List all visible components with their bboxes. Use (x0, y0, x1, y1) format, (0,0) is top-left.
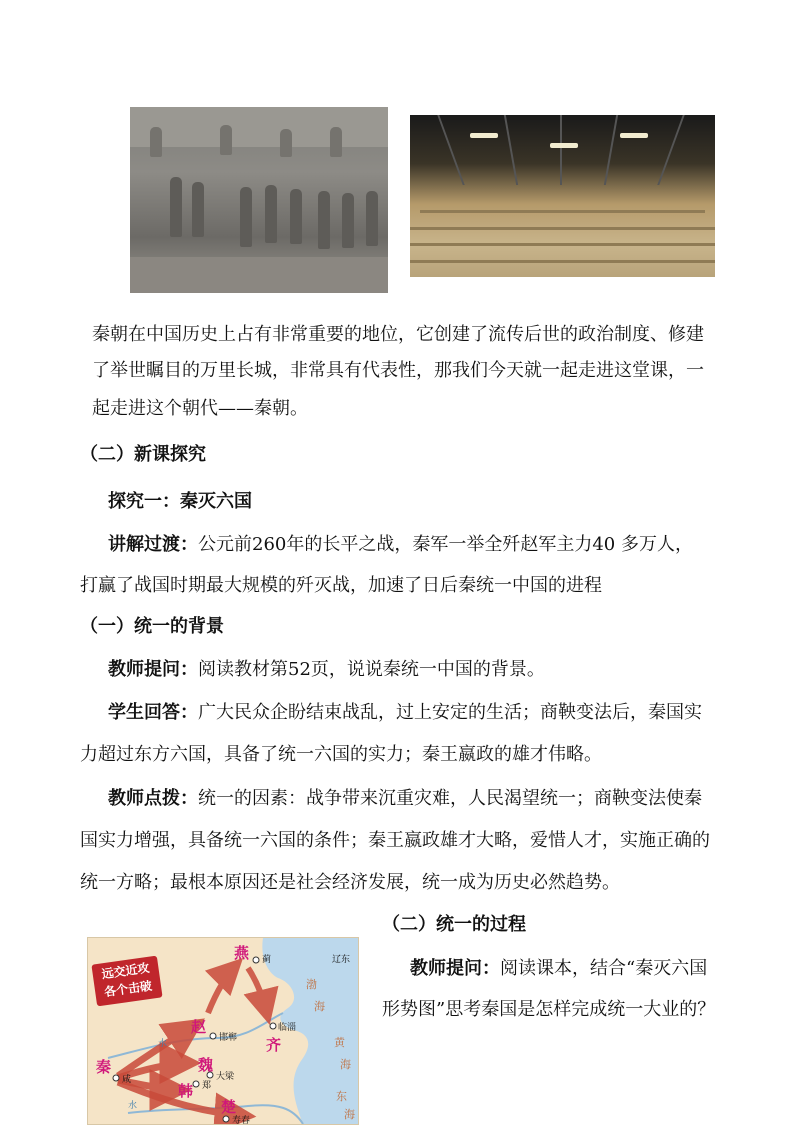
city-label-ji: 蓟 (262, 955, 272, 965)
city-label-xianyang: 咸 (122, 1075, 132, 1085)
sea-label-3: 黄 (334, 1036, 345, 1049)
state-label-qi: 齐 (266, 1036, 282, 1054)
state-label-han: 韩 (178, 1082, 194, 1100)
student-answer-line-1 (108, 695, 702, 731)
city-label-handan: 邯郸 (219, 1033, 238, 1043)
explain-paragraph-line-1 (108, 527, 693, 563)
qin-unification-map (87, 937, 359, 1125)
banner-line-2: 各个击破 (103, 978, 153, 1000)
section-heading-process: （二）统一的过程 (382, 914, 526, 935)
sea-label-4: 海 (340, 1058, 351, 1071)
terracotta-pit-hall-photo (410, 115, 715, 277)
teacher-tip-line-1 (108, 781, 702, 817)
teacher-question-label: 教师提问： (108, 659, 198, 680)
student-answer-label: 学生回答： (108, 702, 198, 723)
teacher-tip-label: 教师点拨： (108, 788, 198, 809)
teacher-question-2-text-1: 阅读课本，结合“秦灭六国 (500, 958, 708, 979)
teacher-question-2-line-1 (410, 951, 707, 987)
banner-line-1: 远交近攻 (100, 960, 151, 982)
city-label-zheng: 郑 (202, 1081, 212, 1091)
state-label-yan: 燕 (234, 944, 250, 962)
student-answer-text-1: 广大民众企盼结束战乱，过上安定的生活；商鞅变法后，秦国实 (198, 702, 702, 723)
explain-text-1: 公元前260年的长平之战，秦军一举全歼赵军主力40 多万人， (198, 534, 693, 555)
city-label-shouchun: 寿春 (232, 1116, 251, 1125)
teacher-question-2-label: 教师提问： (410, 958, 500, 979)
terracotta-warriors-photo (130, 107, 388, 293)
explore-heading: 探究一：秦灭六国 (108, 491, 252, 512)
explain-paragraph-line-2: 打赢了战国时期最大规模的歼灭战，加速了日后秦统一中国的进程 (80, 575, 602, 596)
intro-line-3: 起走进这个朝代——秦朝。 (92, 398, 308, 419)
state-label-wei: 魏 (198, 1056, 214, 1074)
sea-label-1: 渤 (306, 978, 317, 991)
intro-line-2: 了举世瞩目的万里长城，非常具有代表性，那我们今天就一起走进这堂课，一 (92, 360, 704, 381)
city-label-linzi: 临淄 (278, 1023, 297, 1033)
city-label-daliang: 大梁 (216, 1072, 235, 1082)
teacher-tip-text-1: 统一的因素：战争带来沉重灾难，人民渴望统一；商鞅变法使秦 (198, 788, 702, 809)
sea-label-6: 海 (344, 1108, 355, 1121)
state-label-chu: 楚 (221, 1098, 237, 1116)
sea-label-5: 东 (336, 1090, 347, 1103)
city-label-liaodong: 辽东 (332, 955, 351, 965)
river-label-2: 水 (128, 1101, 138, 1111)
river-label-1: 水 (158, 1039, 168, 1049)
teacher-question-text: 阅读教材第52页，说说秦统一中国的背景。 (198, 659, 545, 680)
section-heading-background: （一）统一的背景 (80, 616, 224, 637)
intro-line-1: 秦朝在中国历史上占有非常重要的地位，它创建了流传后世的政治制度、修建 (92, 324, 704, 345)
sea-label-2: 海 (314, 1000, 325, 1013)
state-label-qin: 秦 (96, 1058, 112, 1076)
teacher-tip-line-3: 统一方略；最根本原因还是社会经济发展，统一成为历史必然趋势。 (80, 872, 620, 893)
teacher-tip-line-2: 国实力增强，具备统一六国的条件；秦王嬴政雄才大略，爱惜人才，实施正确的 (80, 830, 710, 851)
explain-label: 讲解过渡： (108, 534, 198, 555)
teacher-question-2-line-2: 形势图”思考秦国是怎样完成统一大业的？ (382, 999, 716, 1020)
teacher-question-1 (108, 652, 545, 688)
student-answer-line-2: 力超过东方六国，具备了统一六国的实力；秦王嬴政的雄才伟略。 (80, 744, 602, 765)
section-heading-new-lesson: （二）新课探究 (80, 444, 206, 465)
state-label-zhao: 赵 (191, 1018, 207, 1036)
